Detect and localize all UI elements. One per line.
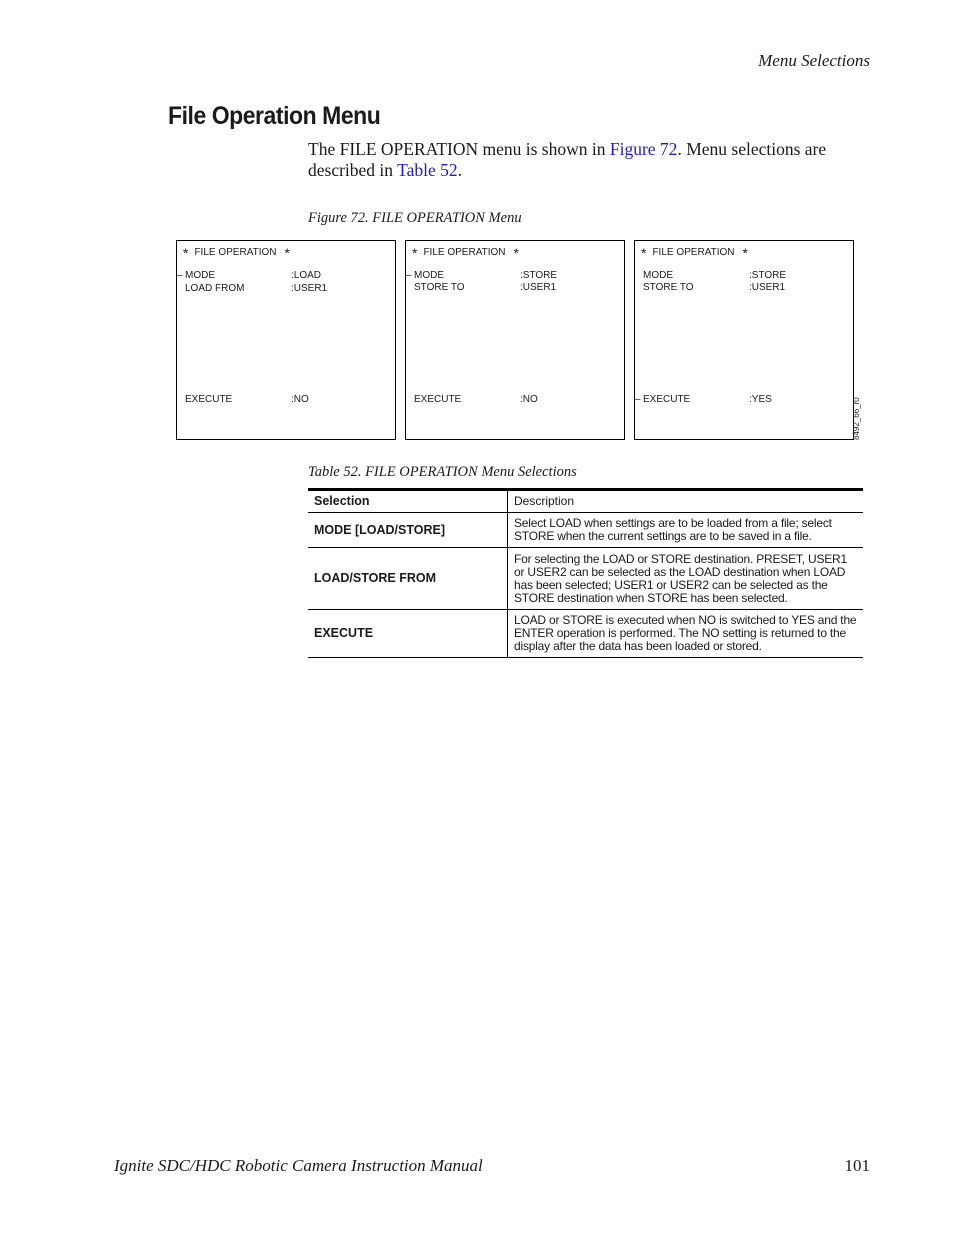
panel-row-execute: EXECUTE :NO [414, 394, 538, 405]
asterisk-icon: * [513, 245, 519, 261]
table-link[interactable]: Table 52 [397, 160, 458, 180]
panel-row-source: LOAD FROM :USER1 [185, 283, 328, 294]
column-header-selection: Selection [308, 490, 508, 513]
panel-row-mode: MODE :STORE [643, 270, 787, 281]
section-title: File Operation Menu [168, 102, 381, 130]
column-header-description: Description [514, 494, 575, 508]
asterisk-icon: * [284, 245, 290, 261]
intro-text-3: . [457, 160, 462, 180]
running-header: Menu Selections [758, 51, 870, 70]
table-row [308, 513, 863, 548]
selection-cell: MODE [LOAD/STORE] [308, 513, 508, 548]
cursor-dash-icon: – [406, 270, 412, 281]
menu-panel-load [176, 240, 396, 440]
panel-title: * FILE OPERATION * [412, 245, 519, 261]
table-caption: Table 52. FILE OPERATION Menu Selections [308, 464, 577, 480]
asterisk-icon: * [742, 245, 748, 261]
figure-link[interactable]: Figure 72 [609, 139, 678, 159]
panel-title: * FILE OPERATION * [183, 245, 290, 261]
description-cell: For selecting the LOAD or STORE destination. PRESET, USER1 or USER2 can be selected as the LOAD destination when LOAD has been selected; USER1 or USER2 can be selected as the STORE destination when STORE has been selected. [514, 551, 847, 605]
menu-panel-execute [634, 240, 854, 440]
figure-id: 8492_66_r0 [852, 397, 861, 440]
menu-panel-store [405, 240, 625, 440]
cursor-dash-icon: – [635, 394, 641, 405]
asterisk-icon: * [641, 245, 647, 261]
description-cell: LOAD or STORE is executed when NO is switched to YES and the ENTER operation is performed. The NO setting is returned to the display after the data has been loaded or stored. [514, 613, 857, 653]
asterisk-icon: * [183, 245, 189, 261]
selection-cell: LOAD/STORE FROM [308, 548, 508, 610]
description-cell: Select LOAD when settings are to be loaded from a file; select STORE when the current settings are to be saved in a file. [514, 516, 832, 543]
table-header-row [308, 490, 863, 513]
manual-title: Ignite SDC/HDC Robotic Camera Instruction Manual [114, 1156, 483, 1175]
panel-row-mode: – MODE :STORE [406, 270, 558, 281]
intro-text-1: The FILE OPERATION menu is shown in [308, 139, 610, 159]
selection-cell: EXECUTE [308, 610, 508, 658]
panel-row-destination: STORE TO :USER1 [414, 282, 557, 293]
table-row [308, 610, 863, 658]
panel-row-execute: – EXECUTE :YES [635, 394, 772, 405]
figure-caption: Figure 72. FILE OPERATION Menu [308, 210, 522, 226]
table-row [308, 548, 863, 610]
panel-row-mode: – MODE :LOAD [177, 270, 322, 281]
menu-selections-table [308, 488, 863, 658]
panel-row-destination: STORE TO :USER1 [643, 282, 786, 293]
intro-paragraph [308, 139, 868, 181]
asterisk-icon: * [412, 245, 418, 261]
intro-text-2: . Menu selections are described in [308, 139, 827, 180]
panel-title: * FILE OPERATION * [641, 245, 748, 261]
panel-row-execute: EXECUTE :NO [185, 394, 309, 405]
cursor-dash-icon: – [177, 270, 183, 281]
page-number: 101 [844, 1156, 870, 1175]
